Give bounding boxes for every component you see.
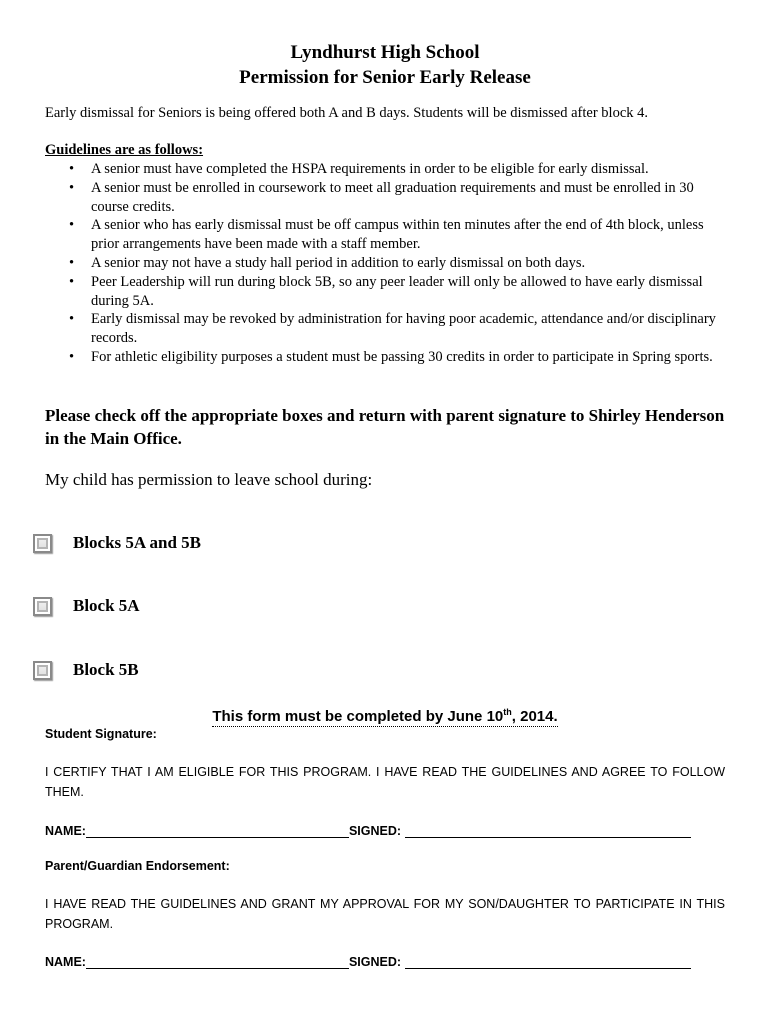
student-signature-field[interactable] (405, 823, 691, 838)
option-label: Block 5B (73, 660, 139, 679)
student-signature-heading: Student Signature: (45, 727, 157, 741)
option-block-5b[interactable] (33, 656, 139, 684)
parent-certification: I HAVE READ THE GUIDELINES AND GRANT MY APPROVAL FOR MY SON/DAUGHTER TO PARTICIPATE IN THIS PROGRAM. (45, 897, 725, 931)
school-title: Lyndhurst High School (290, 42, 480, 63)
guideline-item: • A senior who has early dismissal must be off campus within ten minutes after the end of 4th block, unless prior arrangements have been made with a staff member. (45, 216, 735, 254)
checkbox-block-5b[interactable] (33, 661, 52, 680)
signed-label: SIGNED: (348, 955, 402, 969)
option-blocks-5a-5b[interactable] (33, 529, 201, 557)
intro-paragraph: Early dismissal for Seniors is being offered both A and B days. Students will be dismissed after block 4. (45, 105, 649, 121)
guideline-item: • A senior must be enrolled in coursework to meet all graduation requirements and must be enrolled in 30 course credits. (45, 179, 735, 217)
signed-label: SIGNED: (348, 824, 402, 838)
deadline-superscript: th (503, 707, 512, 717)
name-label: NAME: (45, 955, 86, 969)
parent-signature-field[interactable] (405, 954, 691, 969)
deadline-notice (0, 701, 770, 728)
permission-statement: My child has permission to leave school during: (45, 470, 373, 489)
student-signature-row (45, 820, 691, 838)
option-label: Blocks 5A and 5B (73, 533, 202, 552)
name-label: NAME: (45, 824, 86, 838)
guidelines-heading: Guidelines are as follows: (45, 142, 204, 158)
guideline-item: • Early dismissal may be revoked by administration for having poor academic, attendance and/or disciplinary records. (45, 310, 735, 348)
parent-name-field[interactable] (86, 954, 349, 969)
guideline-item: • A senior must have completed the HSPA requirements in order to be eligible for early dismissal. (45, 160, 735, 179)
parent-signature-row (45, 951, 691, 969)
option-label: Block 5A (73, 596, 140, 615)
checkbox-blocks-5a-5b[interactable] (33, 534, 52, 553)
guidelines-list (45, 160, 735, 367)
deadline-text: This form must be completed by June 10 (212, 708, 504, 725)
guideline-item: • For athletic eligibility purposes a student must be passing 30 credits in order to participate in Spring sports. (45, 348, 735, 367)
deadline-year: , 2014. (511, 708, 558, 725)
guideline-item: • A senior may not have a study hall period in addition to early dismissal on both days. (45, 254, 735, 273)
instruction-text: Please check off the appropriate boxes and return with parent signature to Shirley Henderson in the Main Office. (45, 406, 725, 448)
guideline-item: • Peer Leadership will run during block 5B, so any peer leader will only be allowed to have early dismissal during 5A. (45, 273, 735, 311)
form-title: Permission for Senior Early Release (239, 67, 531, 88)
parent-endorsement-heading: Parent/Guardian Endorsement: (45, 859, 230, 873)
student-certification: I CERTIFY THAT I AM ELIGIBLE FOR THIS PROGRAM. I HAVE READ THE GUIDELINES AND AGREE TO FOLLOW THEM. (45, 765, 725, 799)
student-name-field[interactable] (86, 823, 349, 838)
option-block-5a[interactable] (33, 592, 140, 620)
checkbox-block-5a[interactable] (33, 597, 52, 616)
